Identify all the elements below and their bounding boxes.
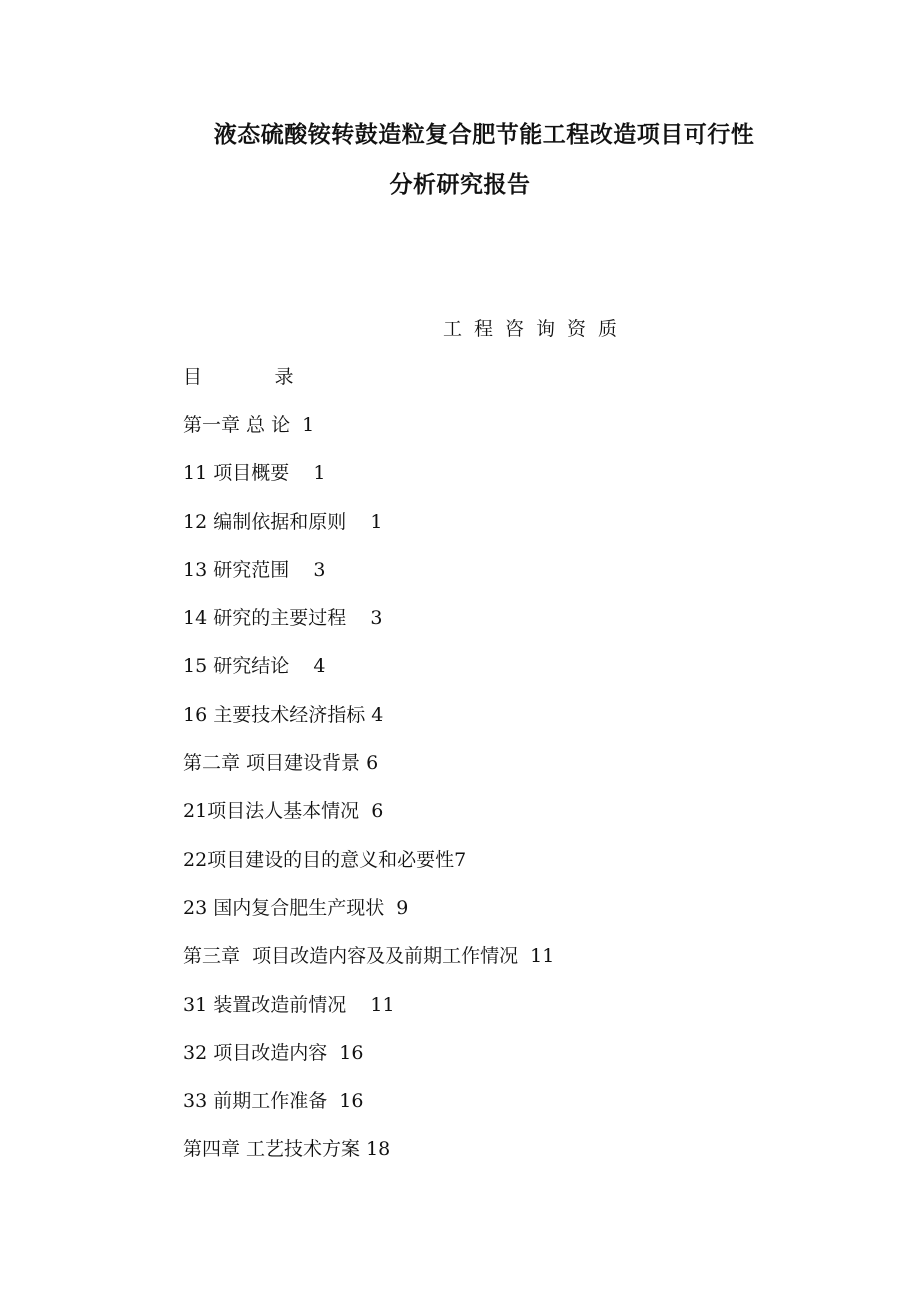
toc-entry: 14 研究的主要过程 3 xyxy=(183,607,383,630)
toc-entry: 21项目法人基本情况 6 xyxy=(183,800,384,823)
toc-heading: 目 录 xyxy=(183,366,294,388)
toc-entry: 12 编制依据和原则 1 xyxy=(183,510,383,533)
document-subtitle: 工程咨询资质 xyxy=(443,318,630,340)
toc-entry: 第一章 总 论 1 xyxy=(183,414,315,436)
toc-entry: 32 项目改造内容 16 xyxy=(183,1041,364,1064)
document-title-line-2: 分析研究报告 xyxy=(389,172,531,198)
toc-entry: 第三章 项目改造内容及及前期工作情况 11 xyxy=(183,945,555,968)
document-title-line-1: 液态硫酸铵转鼓造粒复合肥节能工程改造项目可行性 xyxy=(213,122,755,148)
toc-entry: 22项目建设的目的意义和必要性7 xyxy=(183,848,467,871)
toc-entry: 13 研究范围 3 xyxy=(183,558,326,581)
toc-entry: 16 主要技术经济指标 4 xyxy=(183,703,384,726)
toc-entry: 33 前期工作准备 16 xyxy=(183,1090,364,1113)
toc-entry: 11 项目概要 1 xyxy=(183,462,326,485)
toc-entry: 31 装置改造前情况 11 xyxy=(183,993,395,1016)
table-of-contents xyxy=(183,412,554,1185)
toc-entry: 15 研究结论 4 xyxy=(183,655,326,678)
toc-entry: 第四章 工艺技术方案 18 xyxy=(183,1138,391,1161)
toc-entry: 第二章 项目建设背景 6 xyxy=(183,752,379,775)
toc-entry: 23 国内复合肥生产现状 9 xyxy=(183,896,409,919)
